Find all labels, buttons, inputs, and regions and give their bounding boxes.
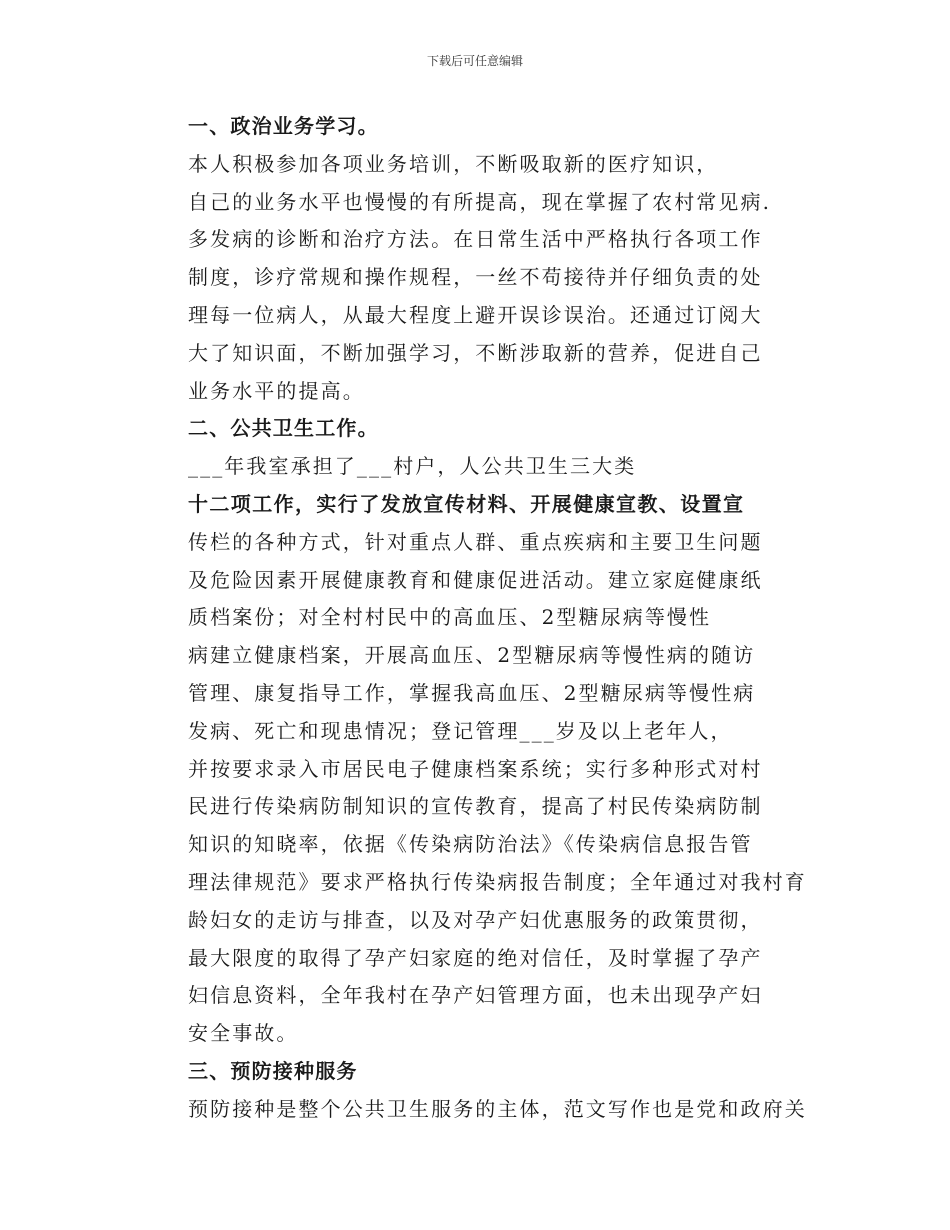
paragraph-line: 龄妇女的走访与排查，以及对孕产妇优惠服务的政策贯彻， (188, 907, 763, 932)
paragraph-line: 制度，诊疗常规和操作规程，一丝不苟接待并仔细负责的处 (188, 265, 763, 290)
paragraph-line: 妇信息资料，全年我村在孕产妇管理方面，也未出现孕产妇 (188, 983, 763, 1008)
section-heading-3: 三、预防接种服务 (188, 1058, 358, 1083)
paragraph-line: 安全事故。 (188, 1021, 299, 1046)
paragraph-line: 及危险因素开展健康教育和健康促进活动。建立家庭健康纸 (188, 567, 763, 592)
paragraph-line: 本人积极参加各项业务培训，不断吸取新的医疗知识， (188, 151, 719, 176)
paragraph-line: 理法律规范》要求严格执行传染病报告制度；全年通过对我村育 (188, 869, 807, 894)
paragraph-line: ___年我室承担了___村户，人公共卫生三大类 (188, 454, 637, 479)
paragraph-line-bold: 十二项工作，实行了发放宣传材料、开展健康宣教、设置宣 (188, 491, 745, 516)
paragraph-line: 知识的知晓率，依据《传染病防治法》《传染病信息报告管 (188, 832, 753, 857)
paragraph-line: 业务水平的提高。 (188, 378, 365, 403)
paragraph-line: 大了知识面，不断加强学习，不断涉取新的营养，促进自己 (188, 340, 763, 365)
paragraph-line: 民进行传染病防制知识的宣传教育，提高了村民传染病防制 (188, 794, 763, 819)
paragraph-line: 理每一位病人，从最大程度上避开误诊误治。还通过订阅大 (188, 302, 763, 327)
paragraph-line: 管理、康复指导工作，掌握我高血压、2型糖尿病等慢性病 (188, 680, 756, 705)
paragraph-line: 传栏的各种方式，针对重点人群、重点疾病和主要卫生问题 (188, 529, 763, 554)
paragraph-line: 质档案份；对全村村民中的高血压、2型糖尿病等慢性 (188, 605, 712, 630)
document-body (188, 108, 868, 1129)
paragraph-line: 最大限度的取得了孕产妇家庭的绝对信任，及时掌握了孕产 (188, 945, 763, 970)
paragraph-line: 病建立健康档案，开展高血压、2型糖尿病等慢性病的随访 (188, 643, 756, 668)
paragraph-line: 多发病的诊断和治疗方法。在日常生活中严格执行各项工作 (188, 227, 763, 252)
section-heading-2: 二、公共卫生工作。 (188, 416, 379, 441)
page-header: 下载后可任意编辑 (426, 54, 523, 68)
section-heading-1: 一、政治业务学习。 (188, 114, 379, 138)
paragraph-line: 并按要求录入市居民电子健康档案系统；实行多种形式对村 (188, 756, 763, 781)
paragraph-line: 发病、死亡和现患情况；登记管理___岁及以上老年人， (188, 718, 733, 743)
paragraph-line: 自己的业务水平也慢慢的有所提高，现在掌握了农村常见病. (188, 189, 772, 214)
paragraph-line: 预防接种是整个公共卫生服务的主体，范文写作也是党和政府关 (188, 1096, 807, 1121)
